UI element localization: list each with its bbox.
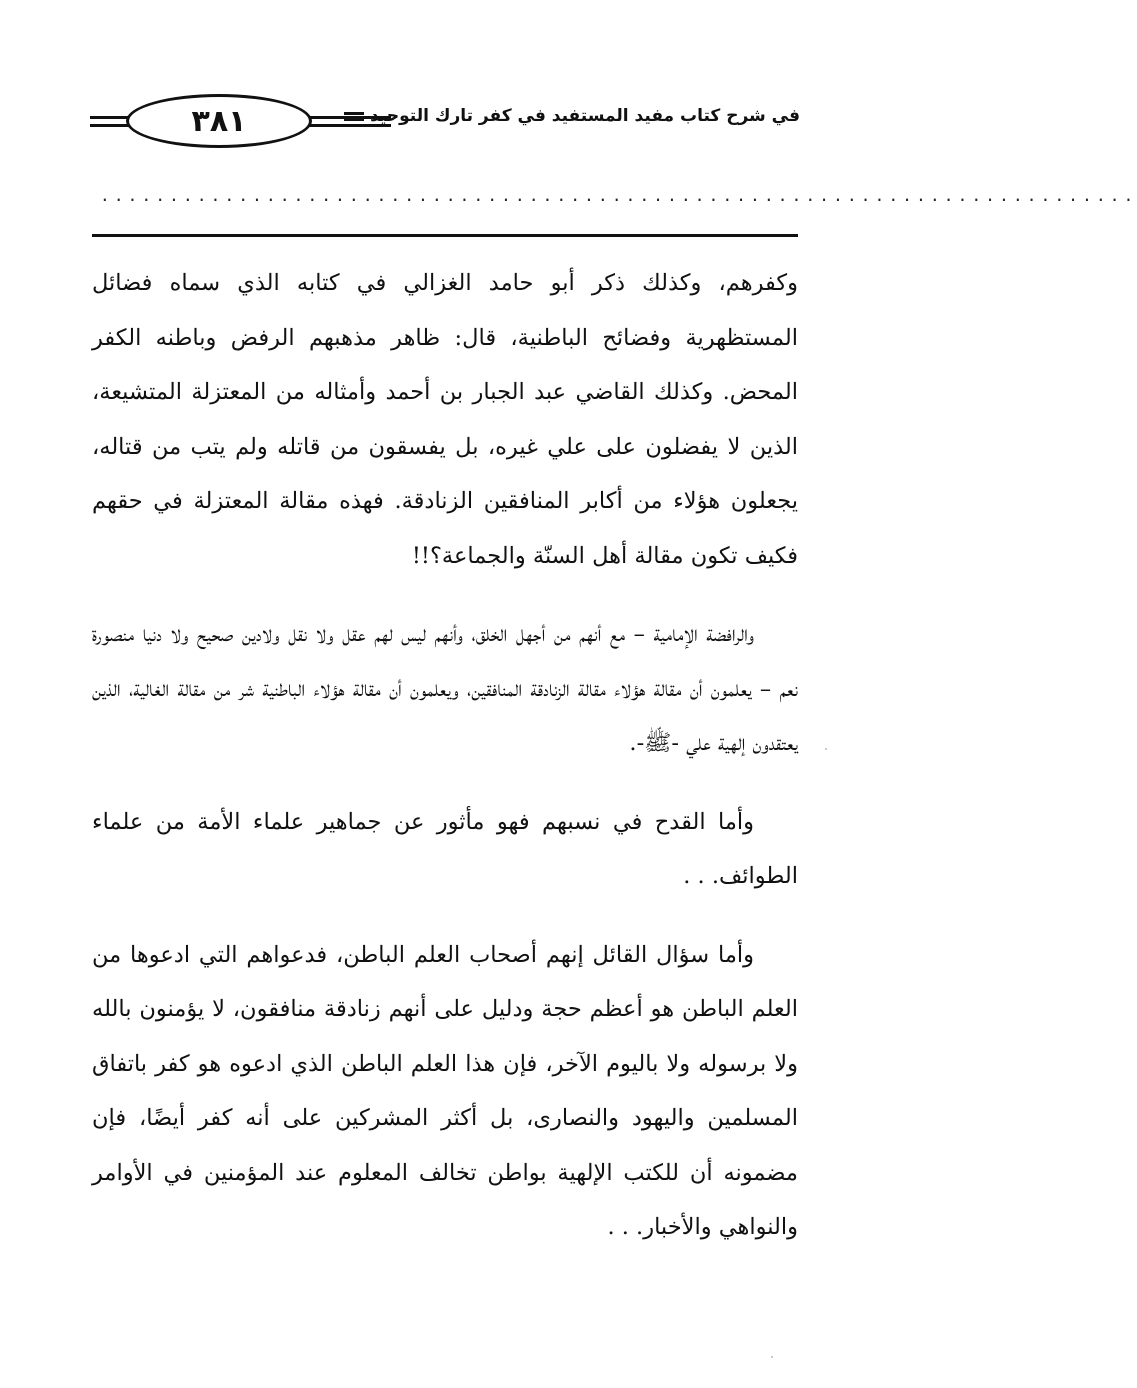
scan-speck [771,1356,773,1358]
paragraph: والرافضة الإمامية – مع أنهم من أجهل الخلق، وأنهم ليس لهم عقل ولا نقل ولادين صحيح ولا دنيا منصورة نعم – يعلمون أن مقالة هؤلاء مقالة الزنادقة المنافقين، ويعلمون أن مقالة هؤلاء الباطنية شر من مقالة الغالية، الذين يعتقدون إلهية علي -ﷺ-. [92,621,798,756]
paragraph: وأما القدح في نسبهم فهو مأثور عن جماهير علماء الأمة من علماء الطوائف. . . [92,808,798,889]
body-text [92,256,798,1255]
running-title [344,106,800,126]
title-double-dash [344,112,364,121]
running-title-text: في شرح كتاب مفيد المستفيد في كفر تارك التوحيد [370,106,800,126]
scan-speck [825,748,827,750]
dotted-separator: ........................................................................... [100,186,1137,205]
page-number: ٣٨١ [126,94,312,148]
separator-rule [92,234,798,237]
paragraph: وأما سؤال القائل إنهم أصحاب العلم الباطن، فدعواهم التي ادعوها من العلم الباطن هو أعظم حجة ودليل على أنهم زنادقة منافقون، لا يؤمنون بالله ولا برسوله ولا باليوم الآخر، فإن هذا العلم الباطن الذي ادعوه هو كفر باتفاق المسلمين واليهود والنصارى، بل أكثر المشركين على أنه كفر أيضًا، فإن مضمونه أن للكتب الإلهية بواطن تخالف المعلوم عند المؤمنين في الأوامر والنواهي والأخبار. . . [92,941,798,1240]
header-rule-left-lower [90,124,130,127]
paragraph: وكفرهم، وكذلك ذكر أبو حامد الغزالي في كتابه الذي سماه فضائل المستظهرية وفضائح الباطنية، قال: ظاهر مذهبهم الرفض وباطنه الكفر المحض. وكذلك القاضي عبد الجبار بن أحمد وأمثاله من المعتزلة المتشيعة، الذين لا يفضلون على علي غيره، بل يفسقون من قاتله ولم يتب من قتاله، يجعلون هؤلاء من أكابر المنافقين الزنادقة. فهذه مقالة المعتزلة في حقهم فكيف تكون مقالة أهل السنّة والجماعة؟!! [92,270,798,569]
page-header [90,92,800,156]
header-rule-left [90,116,130,119]
